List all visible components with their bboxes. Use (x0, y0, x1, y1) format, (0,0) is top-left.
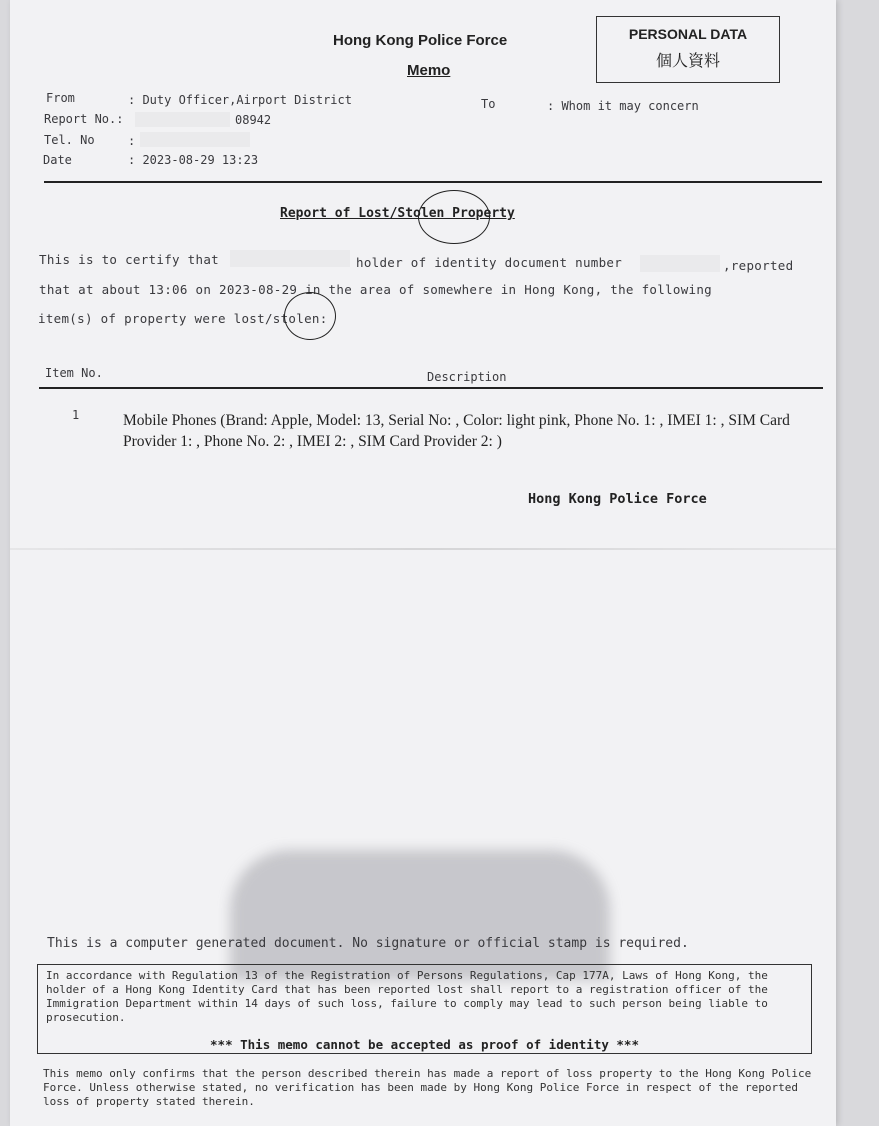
paper-fold (10, 548, 836, 550)
personal-data-box (596, 16, 780, 83)
report-title: Report of Lost/Stolen Property (280, 206, 515, 221)
date-label: Date (43, 153, 72, 167)
signature-org: Hong Kong Police Force (528, 491, 707, 507)
report-no-label: Report No.: (44, 112, 124, 126)
organization-title: Hong Kong Police Force (333, 32, 508, 49)
redacted-block (140, 132, 250, 147)
footer-disclaimer: This memo only confirms that the person described therein has made a report of loss property to the Hong Kong Police Force. Unless otherwise stated, no verification has been made by Hong Kong Police Force in respect of the reported loss of property stated therein. (43, 1067, 812, 1108)
redacted-block (230, 250, 350, 267)
report-no-value: 08942 (235, 113, 272, 127)
pen-circle (284, 292, 336, 340)
tel-label: Tel. No (44, 133, 95, 147)
redacted-block (135, 112, 230, 127)
computer-generated-notice: This is a computer generated document. No signature or official stamp is required. (47, 936, 689, 951)
table-divider (39, 387, 823, 389)
personal-data-zh: 個人資料 (655, 53, 720, 70)
pen-circle (418, 190, 490, 244)
certify-line3: item(s) of property were lost/stolen: (38, 311, 328, 326)
memo-paper (10, 0, 836, 1126)
col-desc-header: Description (427, 370, 507, 384)
certify-line1-c: ,reported (723, 258, 794, 273)
header-divider (44, 181, 822, 183)
to-value: : Whom it may concern (547, 99, 699, 113)
table-row-description: Mobile Phones (Brand: Apple, Model: 13, Serial No: , Color: light pink, Phone No. 1: , IMEI 1: , SIM Card Provider 1: , Phone No. 2: , IMEI 2: , SIM Card Provider 2: ) (123, 412, 790, 450)
certify-line1-a: This is to certify that (39, 252, 219, 267)
certify-line1-b: holder of identity document number (356, 255, 623, 270)
personal-data-en: PERSONAL DATA (628, 26, 748, 42)
table-row-item-no: 1 (72, 408, 80, 422)
col-item-header: Item No. (45, 366, 103, 380)
regulation-box (37, 964, 812, 1054)
from-value: : Duty Officer,Airport District (128, 93, 352, 107)
proof-of-identity-warning: *** This memo cannot be accepted as proof of identity *** (210, 1037, 639, 1052)
redacted-block (640, 255, 720, 272)
regulation-text: In accordance with Regulation 13 of the Registration of Persons Regulations, Cap 177A, Laws of Hong Kong, the holder of a Hong Kong Identity Card that has been reported lost shall report to a registration officer of the Immigration Department within 14 days of such loss, failure to comply may lead to such person being liable to prosecution. (46, 969, 768, 1024)
to-label: To (481, 97, 496, 111)
date-value: : 2023-08-29 13:23 (128, 153, 259, 167)
memo-title: Memo (407, 62, 451, 79)
photo-shadow (230, 850, 610, 980)
from-label: From (46, 91, 75, 105)
tel-value: : (128, 134, 136, 148)
certify-line2: that at about 13:06 on 2023-08-29 in the area of somewhere in Hong Kong, the following (39, 282, 713, 297)
